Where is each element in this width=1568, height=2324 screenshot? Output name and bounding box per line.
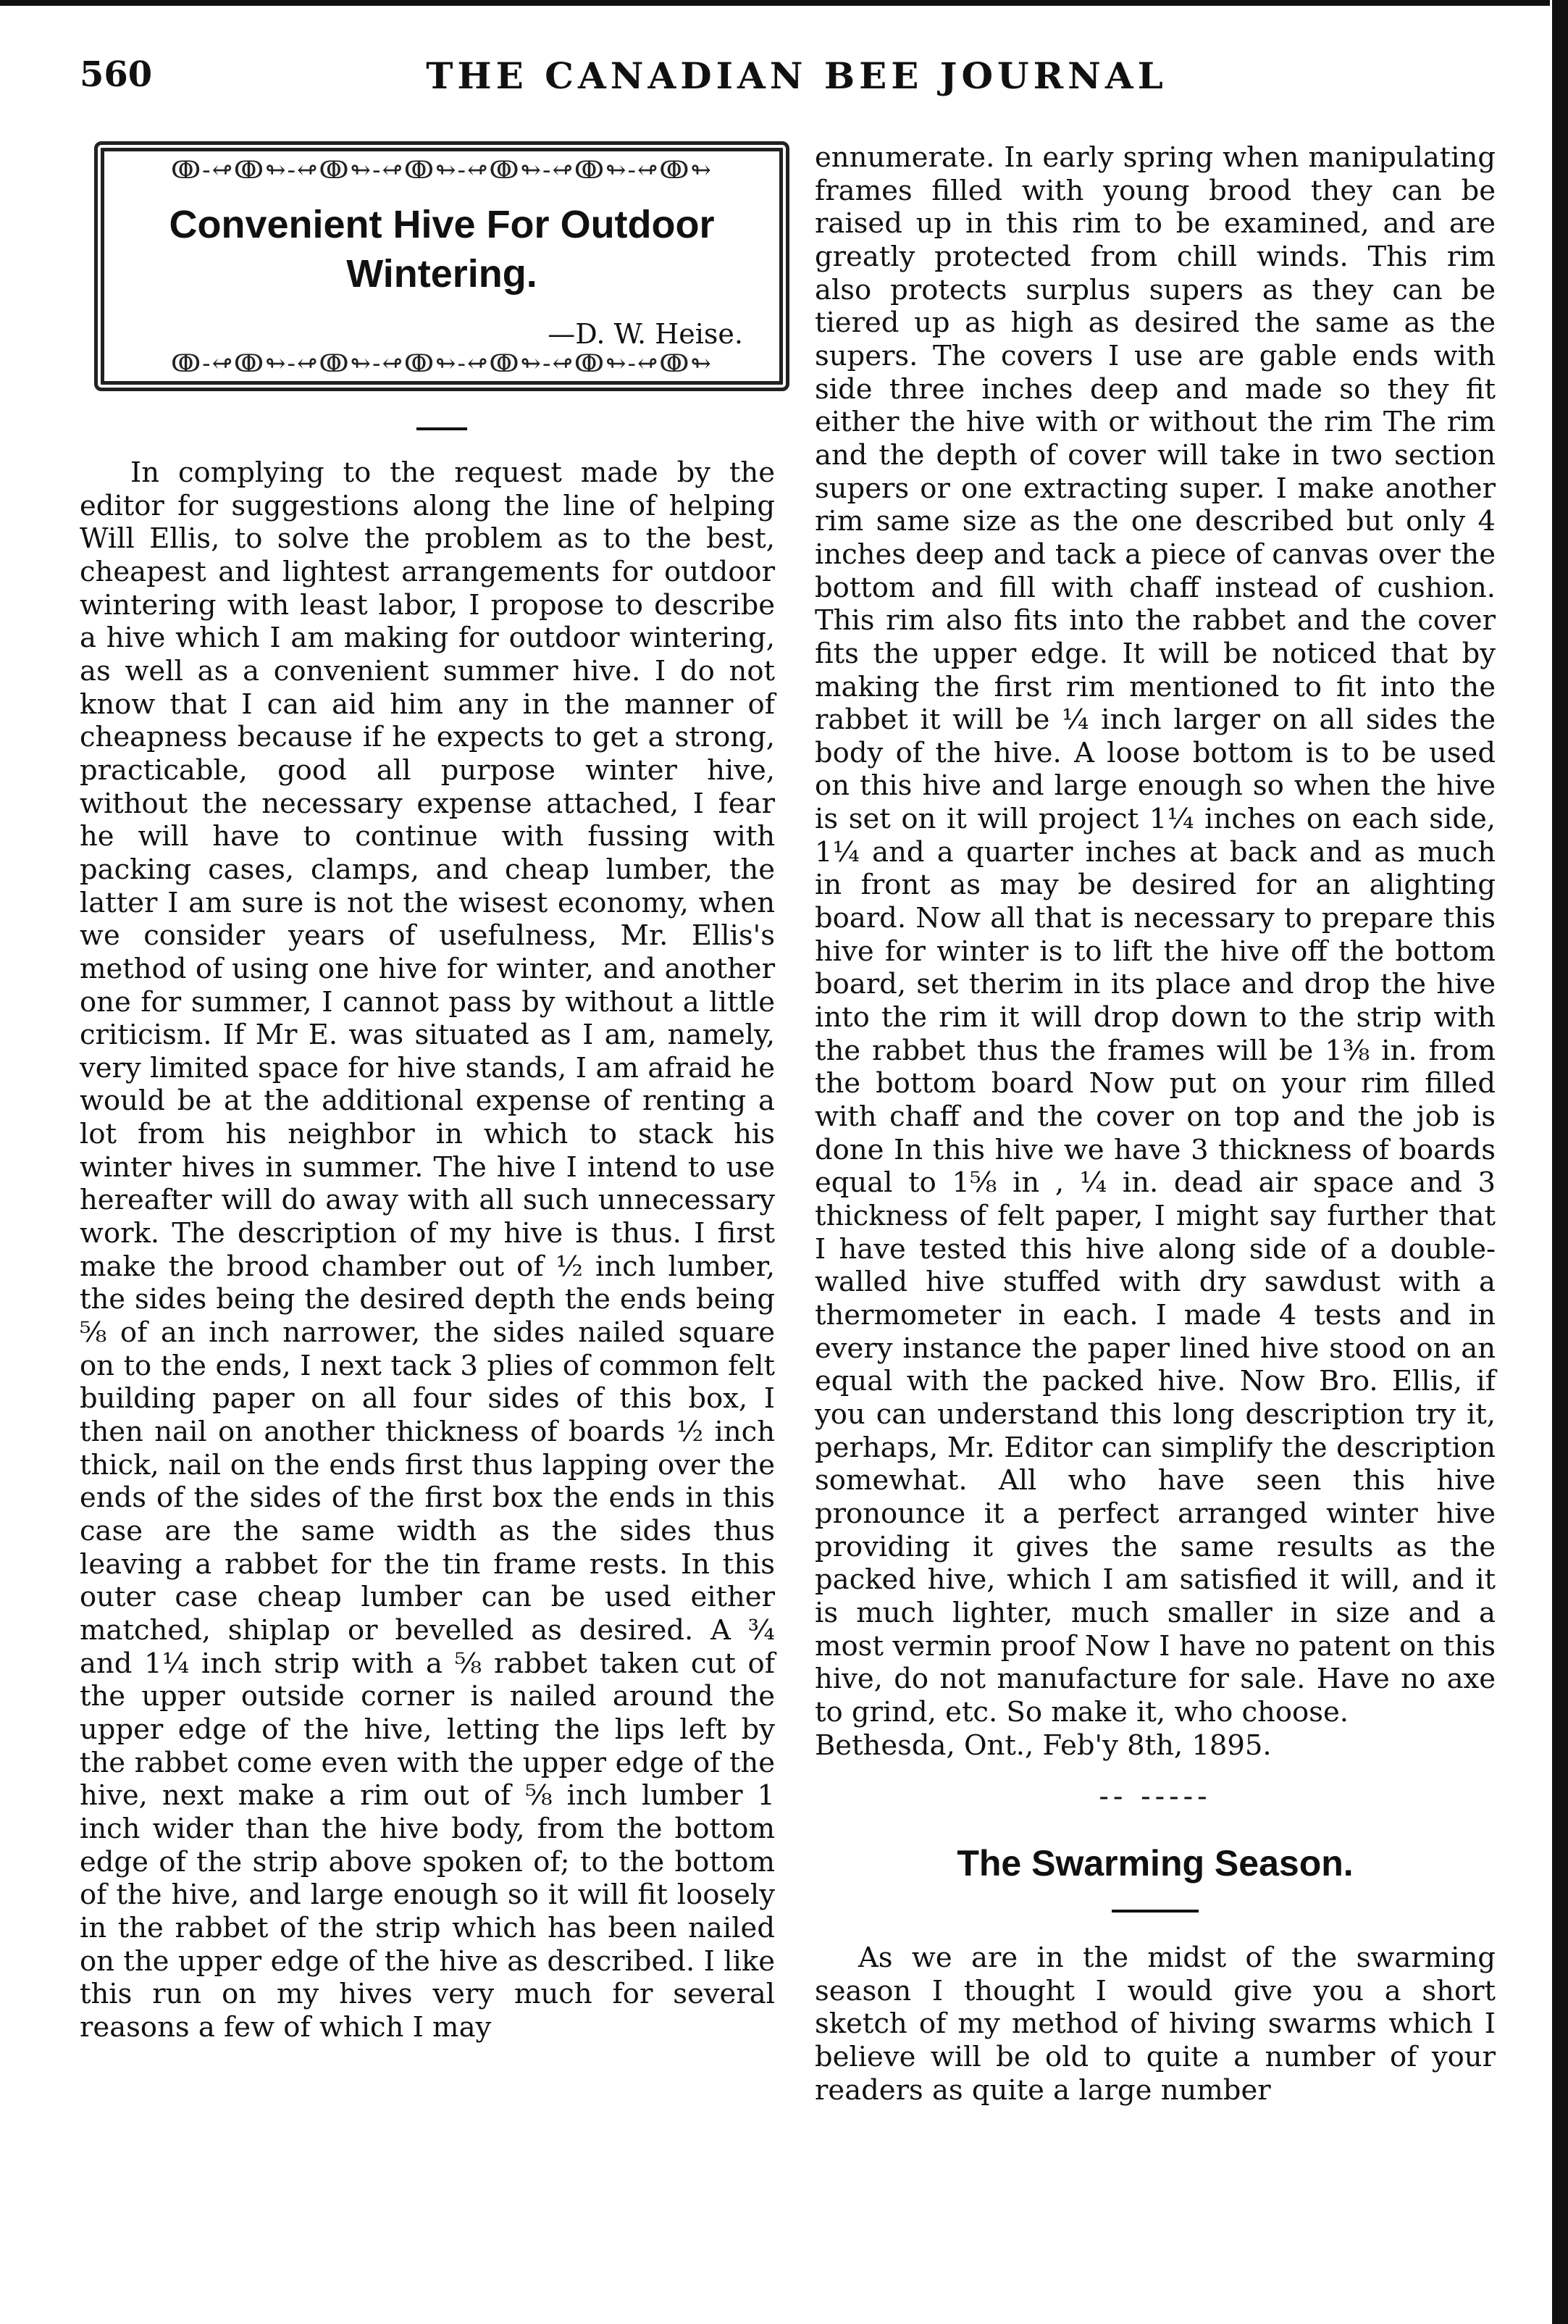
top-border-line: [0, 0, 1550, 6]
left-column: [80, 456, 775, 2044]
page-edge-bar: [1552, 0, 1568, 2324]
article-paragraph-right: ennumerate. In early spring when manipulating frames filled with young brood they can be raised up in this rim to be examined, and are greatly protected from chill winds. This rim also protects surplus supers as they can be tiered up as high as desired the same as the supers. The covers I use are gable ends with side three inches deep and made so they fit either the hive with or without the rim The rim and the depth of cover will take in two section supers or one extracting super. I make another rim same size as the one described but only 4 inches deep and tack a piece of canvas over the bottom and fill with chaff instead of cushion. This rim also fits into the rabbet and the cover fits the upper edge. It will be noticed that by making the first rim mentioned to fit into the rabbet it will be ¼ inch larger on all sides the body of the hive. A loose bottom is to be used on this hive and large enough so when the hive is set on it will project 1¼ inches on each side, 1¼ and a quarter inches at back and as much in front as may be desired for an alighting board. Now all that is necessary to prepare this hive for winter is to lift the hive off the bottom board, set therim in its place and drop the hive into the rim it will drop down to the strip with the rabbet thus the frames will be 1⅜ in. from the bottom board Now put on your rim filled with chaff and the cover on top and the job is done In this hive we have 3 thickness of boards equal to 1⅝ in , ¼ in. dead air space and 3 thickness of felt paper, I might say further that I have tested this hive along side of a double-walled hive stuffed with dry sawdust with a thermometer in each. I made 4 tests and in every instance the paper lined hive stood on an equal with the packed hive. Now Bro. Ellis, if you can understand this long description try it, perhaps, Mr. Editor can simplify the description somewhat. All who have seen this hive pronounce it a perfect arranged winter hive providing it gives the same results as the packed hive, which I am satisfied it will, and it is much lighter, much smaller in size and a most vermin proof Now I have no patent on this hive, do not manufacture for sale. Have no axe to grind, etc. So make it, who choose.: [815, 141, 1496, 1729]
section-dashes: -- -----: [1099, 1780, 1212, 1814]
right-column: [815, 141, 1496, 2107]
page-header: [80, 54, 1492, 105]
journal-title: THE CANADIAN BEE JOURNAL: [426, 54, 1167, 97]
article-title-line-2: Wintering.: [346, 252, 537, 296]
article-paragraph-left: In complying to the request made by the editor for suggestions along the line of helping Will Ellis, to solve the problem as to the best, cheapest and lightest arrangements for outdoor wintering with least labor, I propose to describe a hive which I am making for outdoor wintering, as well as a convenient summer hive. I do not know that I can aid him any in the manner of cheapness because if he expects to get a strong, practicable, good all purpose winter hive, without the necessary expense attached, I fear he will have to continue with fussing with packing cases, clamps, and cheap lumber, the latter I am sure is not the wisest economy, when we consider years of usefulness, Mr. Ellis's method of using one hive for winter, and another one for summer, I cannot pass by without a little criticism. If Mr E. was situated as I am, namely, very limited space for hive stands, I am afraid he would be at the additional expense of renting a lot from his neighbor in which to stack his winter hives in summer. The hive I intend to use hereafter will do away with all such unnecessary work. The description of my hive is thus. I first make the brood chamber out of ½ inch lumber, the sides being the desired depth the ends being ⅝ of an inch narrower, the sides nailed square on to the ends, I next tack 3 plies of common felt building paper on all four sides of this box, I then nail on another thickness of boards ½ inch thick, nail on the ends first thus lapping over the ends of the sides of the first box the ends in this case are the same width as the sides thus leaving a rabbet for the tin frame rests. In this outer case cheap lumber can be used either matched, shiplap or bevelled as desired. A ¾ and 1¼ inch strip with a ⅝ rabbet taken cut of the upper outside corner is nailed around the upper edge of the hive, letting the lips left by the rabbet come even with the upper edge of the hive, next make a rim out of ⅝ inch lumber 1 inch wider than the hive body, from the bottom edge of the strip above spoken of; to the bottom of the hive, and large enough so it will fit loosely in the rabbet of the strip which has been nailed on the upper edge of the hive as described. I like this run on my hives very much for several reasons a few of which I may: [80, 456, 775, 2044]
article-dateline: Bethesda, Ont., Feb'y 8th, 1895.: [815, 1729, 1272, 1762]
article-title-box: [94, 141, 789, 391]
next-article-title: The Swarming Season.: [957, 1843, 1354, 1884]
page-number: 560: [80, 54, 153, 95]
next-article-paragraph: As we are in the midst of the swarming season I thought I would give you a short sketch of my method of hiving swarms which I believe will be old to quite a number of your readers as quite a large number: [815, 1941, 1496, 2107]
ornament-bottom: ↂ-↫ↂ↬-↫ↂ↬-↫ↂ↬-↫ↂ↬-↫ↂ↬-↫ↂ↬: [171, 349, 713, 378]
article-title-line-1: Convenient Hive For Outdoor: [169, 203, 715, 246]
next-article-rule: [1112, 1910, 1199, 1913]
ornament-top: ↂ-↫ↂ↬-↫ↂ↬-↫ↂ↬-↫ↂ↬-↫ↂ↬-↫ↂ↬: [171, 156, 713, 185]
article-byline: —D. W. Heise.: [548, 318, 743, 350]
title-separator-rule: [416, 427, 467, 430]
